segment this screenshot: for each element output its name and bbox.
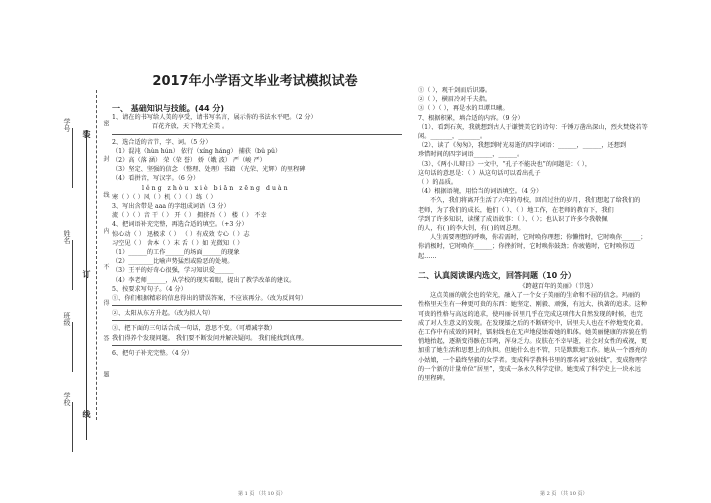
passage-line: 成了对人生意义的发现。在发现镭之后的不断研究中，居里夫人也在不停地变化着。 — [418, 319, 647, 327]
passage-title: 《跨越百年的美丽》（节选） — [519, 283, 597, 291]
question-line: 1、请在的书写给人美的享受，请书写名言，展示你的书法水平吧。（2 分） — [112, 114, 317, 122]
pinyin-line: lěng zhòu xiè biān zēng duàn — [142, 184, 290, 192]
binding-seal-notice: 密 封 线 内 不 得 答 题 — [102, 120, 109, 392]
question-line: 人生需要理想的呼唤，你若需时，它时唤你理想；你懒惰时，它时唤你______； — [430, 234, 647, 242]
question-line: （4）李老师______，从学校的现实着眼，提出了教学改革的建议。 — [112, 276, 296, 284]
passage-line: 悄地抬起，逐渐变得骸在耳鸣，浑身乏力。皮肤在不幸早逝，社会对女性的戒视，更 — [418, 338, 647, 346]
binding-fill-line — [72, 128, 73, 188]
page-footer-left: 第 1 页 （共 10 页） — [238, 491, 286, 497]
question-line: （1）、看到石灰，我就想到古人于谦赞美它的诗句：千锤万凿出深山，烈火焚烧若等 — [418, 123, 648, 131]
passage-line: 这点美丽的就会也的荣光，融入了一个女子美丽的生命和不屈的信念。玛丽的 — [430, 292, 641, 300]
binding-label-student-id: 学号 — [63, 118, 71, 132]
question-line: ①、你们根据精彩的信息得出的错误答案，不应该再分。（改为反问句） — [112, 295, 307, 303]
question-line: 闲。_______，_______。 — [418, 133, 487, 141]
passage-line: 的里程碑。 — [418, 375, 449, 383]
answer-line — [112, 320, 402, 321]
question-line: 5、按要求写句子。（4 分） — [112, 285, 187, 293]
question-line: 寒（ ）（ ）风（ ）机（ ）（ ）练（ ） — [112, 193, 217, 201]
question-line: 老师，为了我们的成长，他们（ ）、（ ）地工作，在老师的教育下，我们 — [418, 206, 614, 214]
section-heading: 二、认真阅读课内选文，回答问题（10 分） — [418, 270, 576, 280]
question-line: （ ）的品质。 — [418, 179, 458, 187]
question-line: 习空见（ ） 舍本（ ）末 舌（ ）如 光微知（ ） — [112, 239, 244, 247]
question-line: 惊心动（ ） 迅极求（ ） （ ）有成效 专心（ ）志 — [112, 230, 250, 238]
binding-mark-zhuang: 装 — [82, 130, 92, 138]
question-line: （1）混沌（hùn hún） 依行（xíng háng） 捕获（bǔ pǔ） — [112, 147, 282, 155]
passage-line: 加重了她生活和思想上的负担。但她什么也不管，只是默默地工作。她从一个漂亮的 — [418, 347, 647, 355]
question-line: 流（ ）（ ）音 干（ ） 开（ ） 拥挤吾（ ） 楼（ ） 不幸 — [112, 212, 267, 220]
question-line: （3）坚定、坚强的信念 （整理、处理）书籍 （光荣、光辉）的里程碑 — [112, 166, 306, 174]
question-line: （1）______的工作______的场面______的现象 — [112, 249, 240, 257]
question-line: （3）、《两小儿辩日》一文中，“孔子不能决也”的问题是：（ ）， — [418, 160, 592, 168]
question-line: （2）________比喻声势猛烈或险恶的处境。 — [112, 258, 234, 266]
question-line: ②、太阳从东方升起。（改为拟人句） — [112, 310, 215, 318]
binding-label-class: 班级 — [63, 312, 71, 326]
page-title: 2017年小学语文毕业考试模拟试卷 — [152, 74, 358, 89]
binding-mark-ding: 订 — [82, 270, 92, 278]
question-line: 2、选合适的音节，字、词。（5 分） — [112, 138, 212, 146]
passage-line: 小姑娘，一个最终坚毅的女学者。变成科学教科书里的那名词“放射线”，变成物理学 — [418, 356, 648, 364]
question-line: 3、写出含带是 aaa 的字组成词语（3 分） — [112, 203, 230, 211]
question-line: ②（ ），横眉冷对千夫指。 — [418, 96, 492, 104]
binding-fill-line — [72, 322, 73, 372]
question-line: ①（ ），观千剑而后识器。 — [418, 87, 492, 94]
question-line: 你消极时，它时唤你______；你挫折时，它时唤你鼓劲；你疲倦时，它时唤你迈 — [418, 243, 635, 251]
right-column — [418, 86, 698, 383]
passage-line: 性格里天生有一种更可贵的东西：她坚定、刚毅、顽强，有远大、执著的追求。这种 — [418, 301, 647, 309]
question-line: 我们得养个发现问题。 我们要不断发问并解决疑问。 我们能找到真理。 — [112, 334, 308, 342]
answer-line — [112, 305, 402, 306]
question-line: （2）高（落 涵） 荣（荣 誉） 娇（娥 波） 严（峻 严） — [112, 157, 266, 165]
binding-dashed-line — [96, 90, 97, 420]
question-line: ③、把下面的三句话合成一句话，意思不变。（可增减字数） — [112, 325, 276, 333]
binding-label-school: 学校 — [63, 392, 71, 406]
binding-solid-line — [86, 130, 87, 440]
question-line: 这句话的意思是：（ ）从这句话可以看出孔子 — [418, 169, 541, 177]
question-line: 7、根据积累，填合适的内容。（9 分） — [418, 114, 524, 122]
section-heading: 一、 基础知识与技能。(44 分) — [112, 104, 225, 113]
answer-line — [112, 345, 402, 346]
passage-line: 可贵的性格与高远的追求，使玛丽·居里几乎在完成这项伟大自然发现的时候，也完 — [418, 310, 643, 318]
binding-label-name: 姓名 — [63, 230, 71, 244]
question-line: 学到了许多知识，读懂了成语故事：（ ）、（ ）；也认识了许多令我敬佩 — [418, 215, 608, 223]
question-line: （2）、读了《匆匆》，我想到时光易逝的四字词语：______，______，还想到 — [418, 142, 627, 150]
passage-line: 的一个新的计量单位“居里”，变成一条永久科学定律。她变成了科学史上一块永远 — [418, 365, 641, 373]
question-line: 不久，我们将离开生活了六年的母校，回首过往的岁月，我们想起了给我们的 — [430, 197, 641, 205]
question-line: （3）王平的好奇心很强，学习知识爱______ — [112, 267, 234, 275]
question-line: 6、把句子补充完整。（4 分） — [112, 349, 193, 357]
question-line: （4）看拼音，写汉字。（6 分） — [112, 175, 200, 183]
page-footer-right: 第 2 页 （共 10 页） — [540, 491, 588, 497]
binding-fill-line — [72, 402, 73, 452]
question-line: 起…… — [418, 252, 437, 260]
question-line: 百花齐放，天下物无全美 。 — [152, 123, 229, 131]
binding-mark-xian: 线 — [82, 410, 92, 418]
question-line: 的人，有( )的李大钊，有( )的周总理。 — [418, 225, 525, 233]
left-column — [112, 100, 402, 358]
answer-line — [112, 134, 402, 135]
question-line: （4）根据语境，用恰当的词语填空。（4 分） — [418, 188, 543, 196]
question-line: 珍惜时间的四字词语______，______。 — [418, 151, 524, 159]
passage-line: 在工作中有成效的同时，镭射线也在无声地侵蚀着她的肌体。她美丽健康的容貌在悄 — [418, 329, 647, 337]
question-line: ③（ ）（ ），再是水的旦谭旦曦。 — [418, 105, 509, 113]
question-line: 4、把词语补充完整，再选合适的填空。（+3 分） — [112, 221, 248, 229]
binding-fill-line — [72, 240, 73, 290]
